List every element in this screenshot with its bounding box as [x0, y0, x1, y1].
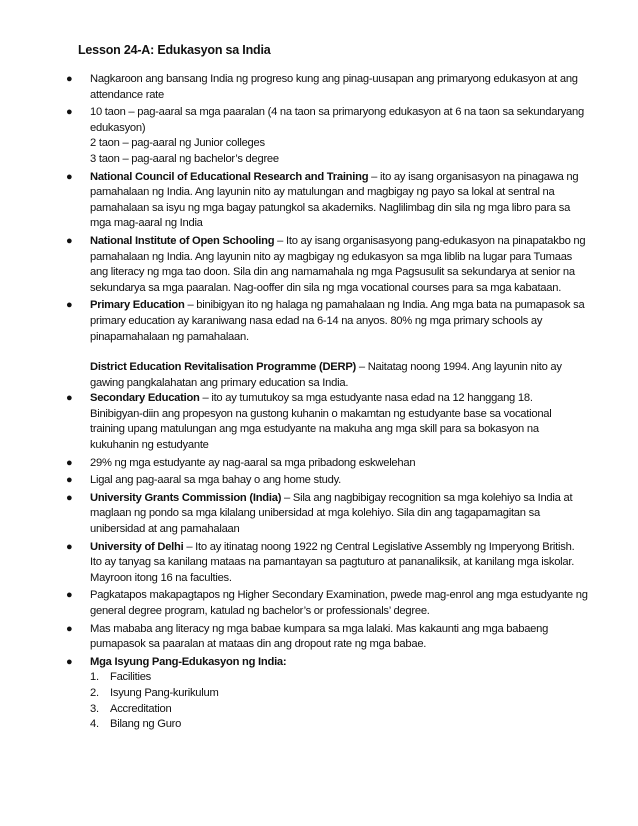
line-text: – Ito ay isang organisasyong pang-edukasyon na pinapatakbo ng: [274, 234, 586, 247]
list-item-line: [90, 298, 585, 314]
paragraph-line: [90, 360, 582, 376]
list-item: [62, 473, 582, 489]
list-item-line: [90, 72, 582, 88]
item-text: Bilang ng Guro: [110, 718, 182, 731]
list-item-line: [90, 604, 582, 620]
list-item-line: [90, 185, 582, 201]
line-text: – Naitatag noong 1994. Ang layunin nito ay: [356, 361, 562, 374]
bullet-icon: ●: [66, 655, 73, 668]
line-text: training upang matulungan ang mga estudyante na makuha ang mga skill para sa bokasyon na: [90, 423, 539, 436]
line-text: pinapamahalaan ng pamahalaan.: [90, 330, 249, 343]
bullet-icon: ●: [66, 299, 73, 312]
bold-term: Primary Education: [90, 299, 185, 312]
line-text: Ligal ang pag-aaral sa mga bahay o ang home study.: [90, 474, 341, 487]
bullet-icon: ●: [66, 474, 73, 487]
item-number: 3.: [90, 702, 99, 715]
line-text: Mayroon itong 16 na faculties.: [90, 571, 232, 584]
list-item: [62, 588, 588, 619]
item-number: 4.: [90, 718, 99, 731]
bullet-icon: ●: [66, 491, 73, 504]
line-text: kukuhanin ng estudyante: [90, 439, 209, 452]
list-item-line: [90, 121, 582, 137]
bullet-list: [62, 72, 588, 735]
item-text: Accreditation: [110, 702, 172, 715]
line-text: – Sila ang nagbibigay recognition sa mga kolehiyo sa India at: [281, 491, 573, 504]
numbered-item: [90, 702, 582, 718]
list-item-line: [90, 571, 582, 587]
bullet-icon: ●: [66, 73, 73, 85]
line-text: Nagkaroon ang bansang India ng progreso kung ang pinag-uusapan ang primaryong edukasyon at ang: [90, 73, 578, 85]
list-item-line: [90, 438, 582, 454]
bullet-icon: ●: [66, 106, 73, 119]
list-item-line: [90, 588, 588, 604]
list-item-line: [90, 422, 582, 438]
line-text: ang literacy ng mga tao doon. Sila din ang namamahala ng mga Pagsusulit sa sekundarya at senior na: [90, 266, 575, 279]
list-item: [62, 234, 586, 296]
item-number: 1.: [90, 671, 99, 684]
list-item: [62, 491, 582, 538]
list-item: [62, 655, 582, 733]
line-text: 10 taon – pag-aaral sa mga paaralan (4 na taon sa primaryong edukasyon at 6 na taon sa sekundaryang: [90, 106, 584, 119]
line-text: unibersidad at ang pamahalaan: [90, 523, 240, 536]
list-item-line: [90, 136, 582, 152]
list-item-line: [90, 330, 582, 346]
list-item: [62, 72, 582, 103]
list-item-line: [90, 491, 582, 507]
list-item-line: [90, 152, 582, 168]
list-item-line: [90, 407, 582, 423]
line-text: Pagkatapos makapagtapos ng Higher Secondary Examination, pwede mag-enrol ang mga estudyante ng: [90, 589, 588, 602]
line-text: Ito ay tanyag sa kanilang mataas na pamantayan sa pagtuturo at pananaliksik, at kanilang mga iskolar.: [90, 556, 575, 569]
list-item-line: [90, 456, 582, 472]
list-item: [62, 622, 582, 653]
list-item-line: [90, 555, 582, 571]
line-text: general degree program, katulad ng bachelor’s or professionals’ degree.: [90, 605, 430, 617]
line-text: – Ito ay itinatag noong 1922 ng Central Legislative Assembly ng Imperyong British.: [183, 540, 575, 553]
line-text: edukasyon): [90, 121, 146, 134]
item-number: 2.: [90, 686, 99, 699]
list-item-line: [90, 622, 582, 638]
list-item: [62, 170, 582, 232]
line-text: pamahalaan ng India. Ang layunin nito ay magbigay ng edukasyon sa mga liblib na lugar para Tumaas: [90, 250, 573, 263]
line-text: pamahalaan ng India. Ang layunin nito ay matulungan and magbigay ng payo sa lokal at sentral na: [90, 186, 555, 199]
bullet-icon: ●: [66, 392, 73, 405]
bold-term: District Education Revitalisation Programme (DERP): [90, 361, 357, 374]
bullet-icon: ●: [66, 170, 73, 183]
line-text: attendance rate: [90, 88, 164, 101]
line-text: 2 taon – pag-aaral ng Junior colleges: [90, 137, 265, 150]
item-text: Isyung Pang-kurikulum: [110, 686, 219, 699]
list-item: [62, 391, 582, 453]
bullet-icon: ●: [66, 456, 73, 469]
line-text: – binibigyan ito ng halaga ng pamahalaan ng India. Ang mga bata na pumapasok sa: [184, 299, 585, 312]
line-text: mga mag-aaral ng India: [90, 217, 203, 230]
line-text: maglaan ng pondo sa mga kilalang unibersidad at mga kolehiyo. Sila din ang tagapamagitan sa: [90, 507, 540, 520]
line-text: Binibigyan-diin ang propesyon na gustong kuhanin o makamtan ng estudyante base sa vocational: [90, 407, 552, 420]
bullet-icon: ●: [66, 622, 73, 635]
line-text: Mas mababa ang literacy ng mga babae kumpara sa mga lalaki. Mas kakaunti ang mga babaeng: [90, 622, 549, 635]
list-item-line: [90, 506, 582, 522]
line-text: 3 taon – pag-aaral ng bachelor’s degree: [90, 152, 279, 165]
list-item-line: [90, 105, 582, 121]
list-item-line: [90, 637, 582, 653]
list-item-line: [90, 201, 582, 217]
paragraph-line: [90, 376, 582, 392]
list-item-line: [90, 265, 582, 281]
list-item-line: [90, 234, 586, 250]
list-item: [62, 298, 585, 345]
bold-term: National Institute of Open Schooling: [90, 234, 275, 247]
list-item-line: [90, 170, 582, 186]
list-item: [62, 456, 582, 472]
line-text: primary education ay karaniwang nasa edad na 6-14 na anyos. 80% ng mga primary schools ay: [90, 314, 543, 327]
list-item-line: [90, 314, 582, 330]
list-item-line: [90, 473, 582, 489]
numbered-item: [90, 686, 582, 702]
bullet-icon: ●: [66, 540, 73, 553]
line-text: – ito ay tumutukoy sa mga estudyante nasa edad na 12 hanggang 18.: [199, 392, 533, 405]
list-item-line: [90, 655, 582, 671]
lesson-title: Lesson 24-A: Edukasyon sa India: [78, 43, 271, 57]
list-item-line: [90, 216, 582, 232]
list-item-line: [90, 391, 582, 407]
line-text: 29% ng mga estudyante ay nag-aaral sa mga pribadong eskwelehan: [90, 456, 416, 469]
bullet-icon: ●: [66, 234, 73, 247]
bold-term: National Council of Educational Research and Training: [90, 170, 369, 183]
numbered-item: [90, 670, 582, 686]
line-text: pamahalaan sa isyu ng mga bagay patungkol sa akademiks. Naglilimbag din sila ng mga libro para sa: [90, 201, 571, 214]
bold-term: University Grants Commission (India): [90, 491, 282, 504]
item-text: Facilities: [110, 671, 152, 684]
bullet-icon: ●: [66, 589, 73, 602]
line-text: sekundarya sa mga paaralan. Nag-ooffer din sila ng mga vocational courses para sa mga kabataan.: [90, 281, 562, 294]
bold-term: Secondary Education: [90, 392, 200, 405]
sub-paragraph: [62, 360, 582, 391]
list-item-line: [90, 88, 582, 104]
list-item-line: [90, 281, 582, 297]
bold-term: University of Delhi: [90, 540, 184, 553]
numbered-item: [90, 717, 582, 733]
line-text: gawing pangkalahatan ang primary education sa India.: [90, 376, 349, 389]
list-item-line: [90, 522, 582, 538]
list-item: [62, 105, 582, 167]
list-item-line: [90, 540, 582, 556]
line-text: – ito ay isang organisasyon na pinagawa ng: [368, 170, 579, 183]
list-item-line: [90, 250, 582, 266]
list-item: [62, 540, 582, 587]
bold-term: Mga Isyung Pang-Edukasyon ng India:: [90, 655, 287, 668]
line-text: pumapasok sa paaralan at mataas din ang dropout rate ng mga babae.: [90, 638, 427, 651]
